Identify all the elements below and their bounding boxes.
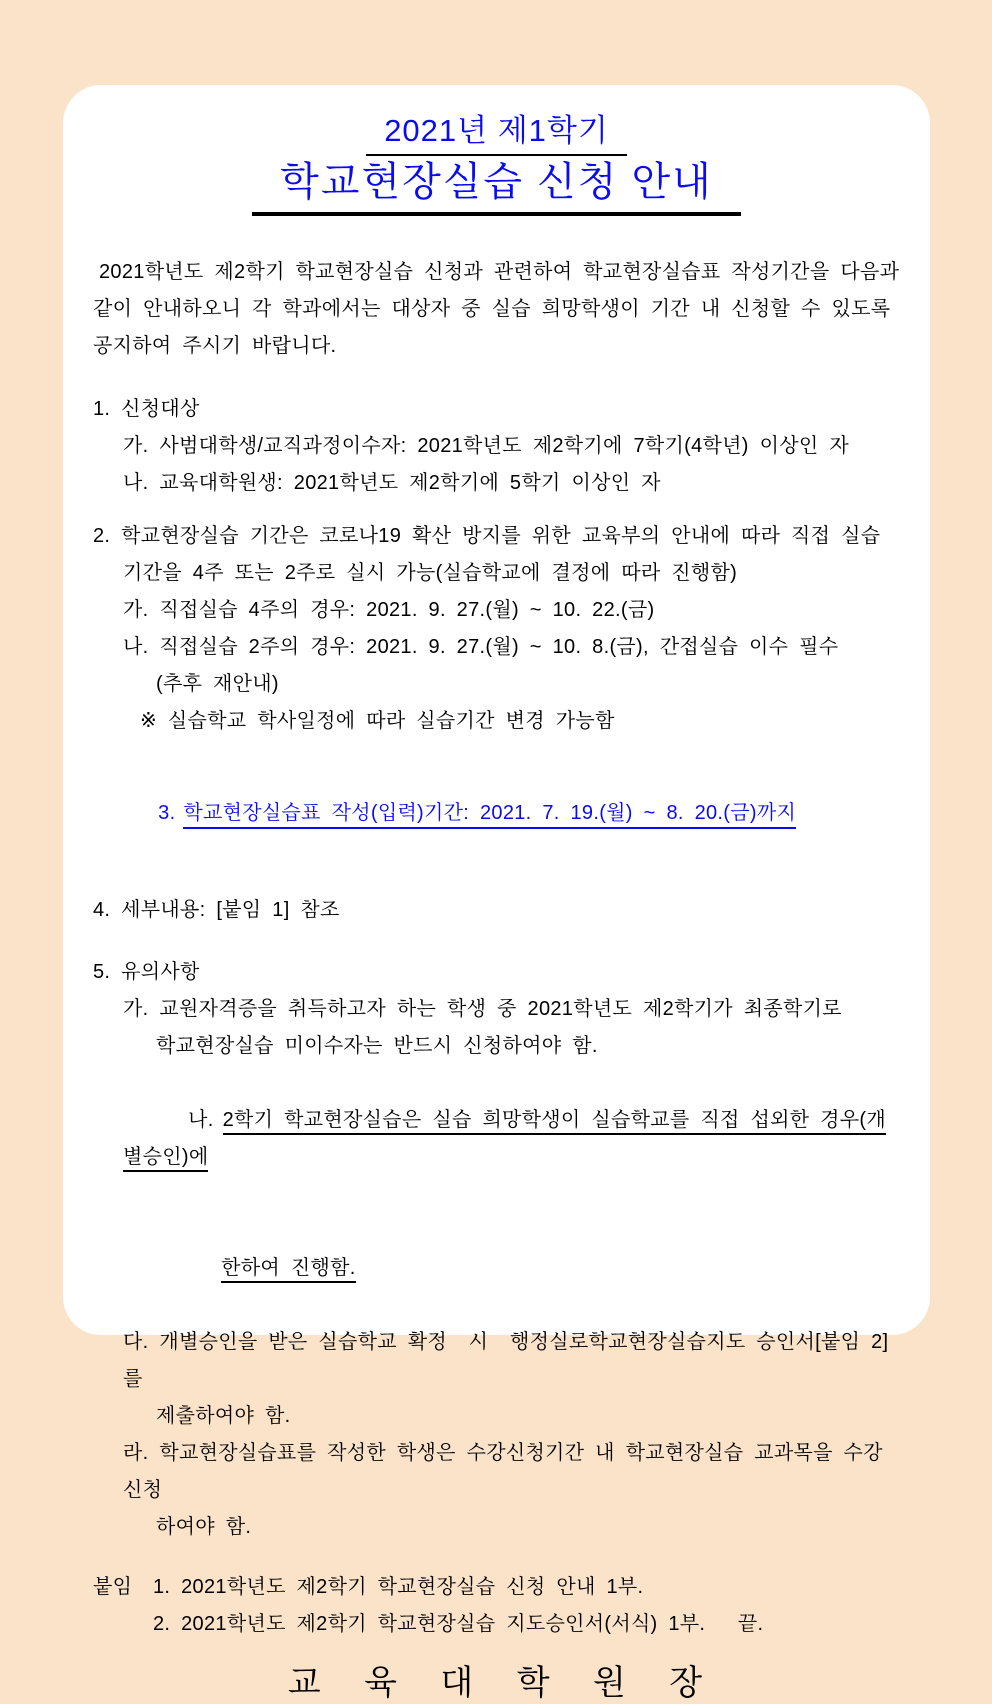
section-5-heading: 5. 유의사항 xyxy=(93,960,200,983)
attachment-item-1: 1. 2021학년도 제2학기 학교현장실습 신청 안내 1부. xyxy=(153,1575,644,1598)
title-row-2 xyxy=(93,156,900,216)
intro-line-1: 2021학년도 제2학기 학교현장실습 신청과 관련하여 학교현장실습표 작성기간을 다음과 xyxy=(99,260,900,283)
section-2-note: ※ 실습학교 학사일정에 따라 실습기간 변경 가능함 xyxy=(140,709,615,732)
section-5-item-ga-line-1: 가. 교원자격증을 취득하고자 하는 학생 중 2021학년도 제2학기가 최종학기로 xyxy=(123,997,842,1020)
intro-line-2: 같이 안내하오니 각 학과에서는 대상자 중 실습 희망학생이 기간 내 신청할 수 있도록 xyxy=(93,297,891,320)
section-2-item-ga: 가. 직접실습 4주의 경우: 2021. 9. 27.(월) ~ 10. 22.(금) xyxy=(123,598,655,621)
section-5-item-na-label: 나. xyxy=(188,1108,214,1131)
title-line-2: 학교현장실습 신청 안내 xyxy=(252,159,741,216)
section-1-item-na: 나. 교육대학원생: 2021학년도 제2학기에 5학기 이상인 자 xyxy=(123,471,661,494)
section-5-item-na-line-1 xyxy=(93,1065,900,1213)
section-5-item-ra-line-1: 라. 학교현장실습표를 작성한 학생은 수강신청기간 내 학교현장실습 교과목을 수강신청 xyxy=(123,1441,883,1501)
section-5-item-ga-line-2: 학교현장실습 미이수자는 반드시 신청하여야 함. xyxy=(156,1034,598,1057)
section-3-heading-text: 학교현장실습표 작성(입력)기간: 2021. 7. 19.(월) ~ 8. 20.(금)까지 xyxy=(183,802,796,829)
attachments-label: 붙임 xyxy=(93,1575,133,1598)
document-card xyxy=(63,85,930,1702)
signature-dean: 교 육 대 학 원 장 xyxy=(287,1663,706,1702)
section-5-item-na-text-underlined: 2학기 학교현장실습은 실습 희망학생이 실습학교를 직접 섭외한 경우(개별승인)에 xyxy=(123,1109,886,1172)
intro-paragraph xyxy=(93,254,900,365)
section-2-item-na-line-2: (추후 재안내) xyxy=(156,672,279,695)
section-3 xyxy=(93,758,900,869)
section-4 xyxy=(93,892,900,929)
section-5 xyxy=(93,954,900,1546)
section-5-item-na-line-2 xyxy=(93,1213,900,1324)
section-1-heading: 1. 신청대상 xyxy=(93,397,200,420)
section-5-item-ra-line-2: 하여야 함. xyxy=(156,1515,252,1538)
section-4-heading: 4. 세부내용: [붙임 1] 참조 xyxy=(93,898,340,921)
section-2 xyxy=(93,518,900,740)
title-row-1 xyxy=(93,113,900,156)
intro-line-3: 공지하여 주시기 바랍니다. xyxy=(93,334,337,357)
section-3-number: 3. xyxy=(158,801,176,824)
section-5-item-da-line-1: 다. 개별승인을 받은 실습학교 확정 시 행정실로학교현장실습지도 승인서[붙임 2]를 xyxy=(123,1330,889,1390)
section-5-item-da-line-2: 제출하여야 함. xyxy=(156,1404,291,1427)
attachment-row-1 xyxy=(93,1569,900,1606)
document-title xyxy=(93,113,900,216)
section-3-heading xyxy=(93,758,900,869)
section-1 xyxy=(93,391,900,502)
section-2-heading-line-1: 2. 학교현장실습 기간은 코로나19 확산 방지를 위한 교육부의 안내에 따라 직접 실습 xyxy=(93,524,881,547)
section-2-item-na-line-1: 나. 직접실습 2주의 경우: 2021. 9. 27.(월) ~ 10. 8.(금), 간접실습 이수 필수 xyxy=(123,635,839,658)
section-2-heading-line-2: 기간을 4주 또는 2주로 실시 가능(실습학교에 결정에 따라 진행함) xyxy=(123,561,738,584)
attachment-item-2: 2. 2021학년도 제2학기 학교현장실습 지도승인서(서식) 1부. 끝. xyxy=(153,1612,764,1635)
attachments xyxy=(93,1569,900,1643)
title-line-1: 2021년 제1학기 xyxy=(366,113,627,156)
section-5-item-na-line-2-underlined: 한하여 진행함. xyxy=(221,1257,355,1283)
section-1-item-ga: 가. 사범대학생/교직과정이수자: 2021학년도 제2학기에 7학기(4학년) 이상인 자 xyxy=(123,434,849,457)
